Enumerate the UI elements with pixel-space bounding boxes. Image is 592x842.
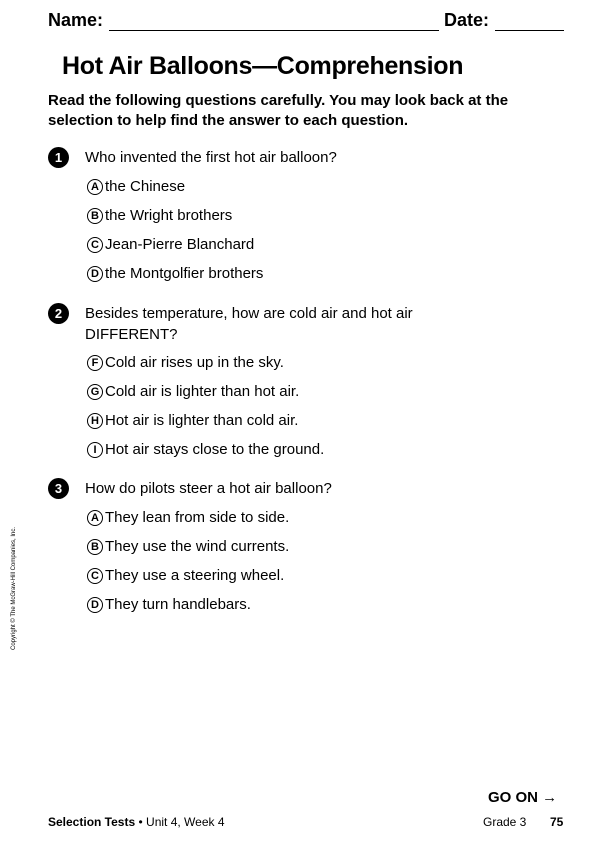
answer-text: They use the wind currents. — [105, 538, 290, 555]
name-blank-line[interactable] — [109, 30, 439, 31]
answer-bubble[interactable]: B — [87, 208, 103, 224]
answer-choice-a[interactable] — [87, 508, 289, 528]
answer-bubble[interactable]: D — [87, 597, 103, 613]
question-number-badge: 1 — [48, 147, 69, 168]
answer-choice-g[interactable] — [87, 382, 299, 402]
go-on-indicator: GO ON → — [488, 789, 558, 806]
answer-bubble[interactable]: D — [87, 266, 103, 282]
answer-bubble[interactable]: G — [87, 384, 103, 400]
answer-choice-d[interactable] — [87, 595, 251, 615]
instructions: Read the following questions carefully. You may look back at the selection to help find the answer to each question. — [48, 92, 509, 129]
date-label: Date: — [444, 10, 490, 30]
footer-grade: Grade 3 — [483, 815, 527, 829]
answer-text: Hot air is lighter than cold air. — [105, 412, 299, 429]
page-title: Hot Air Balloons—Comprehension — [62, 52, 464, 80]
answer-text: They use a steering wheel. — [105, 567, 285, 584]
answer-text: They turn handlebars. — [105, 596, 251, 613]
answer-text: Hot air stays close to the ground. — [105, 441, 325, 458]
answer-text: Jean-Pierre Blanchard — [105, 236, 255, 253]
answer-choice-i[interactable] — [87, 440, 324, 460]
answer-choice-c[interactable] — [87, 235, 254, 255]
answer-text: the Montgolfier brothers — [105, 265, 264, 282]
answer-choice-a[interactable] — [87, 177, 185, 197]
answer-choice-b[interactable] — [87, 537, 289, 557]
footer-series-title: Selection Tests — [48, 815, 136, 829]
answer-bubble[interactable]: A — [87, 510, 103, 526]
answer-bubble[interactable]: I — [87, 442, 103, 458]
header — [48, 8, 564, 34]
answer-bubble[interactable]: F — [87, 355, 103, 371]
copyright-notice: Copyright © The McGraw-Hill Companies, Inc. — [11, 526, 17, 650]
answer-bubble[interactable]: A — [87, 179, 103, 195]
name-label: Name: — [48, 10, 104, 30]
question-text: Who invented the first hot air balloon? — [85, 149, 337, 166]
answer-choice-c[interactable] — [87, 566, 284, 586]
answer-text: They lean from side to side. — [105, 509, 290, 526]
question-text: Besides temperature, how are cold air and hot air DIFFERENT? — [85, 305, 413, 343]
footer-unit: Unit 4, Week 4 — [146, 815, 225, 829]
answer-text: Cold air is lighter than hot air. — [105, 383, 300, 400]
answer-text: the Chinese — [105, 178, 186, 195]
date-blank-line[interactable] — [495, 30, 564, 31]
answer-text: the Wright brothers — [105, 207, 233, 224]
footer-bullet: • — [138, 815, 143, 829]
answer-choice-h[interactable] — [87, 411, 298, 431]
answer-text: Cold air rises up in the sky. — [105, 354, 284, 371]
answer-bubble[interactable]: C — [87, 237, 103, 253]
question-number-badge: 2 — [48, 303, 69, 324]
answer-choice-f[interactable] — [87, 353, 284, 373]
question-text: How do pilots steer a hot air balloon? — [85, 480, 332, 497]
question-number-badge: 3 — [48, 478, 69, 499]
answer-bubble[interactable]: B — [87, 539, 103, 555]
answer-choice-b[interactable] — [87, 206, 232, 226]
footer-series — [48, 815, 225, 829]
page-number: 75 — [550, 815, 564, 829]
answer-bubble[interactable]: C — [87, 568, 103, 584]
answer-bubble[interactable]: H — [87, 413, 103, 429]
answer-choice-d[interactable] — [87, 264, 263, 284]
